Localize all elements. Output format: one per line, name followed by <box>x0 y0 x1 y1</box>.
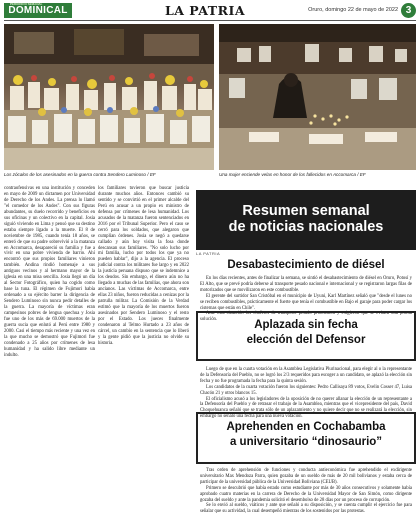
header-divider <box>4 20 416 21</box>
logo-text: DOMINICAL <box>8 5 68 16</box>
paragraph: Luego de que en la cuarta votación en la Asamblea Legislativa Plurinacional, para elegir al o la representante de la Defensoría del Pueblo, no se logró los 2/3 requeridos para escoger a un candidato, se aplazó la elección sin fecha y no fue programada la fecha para la quinta sesión. <box>200 367 412 384</box>
headline-defensor-box <box>196 311 416 361</box>
logo-kicker: PERIÓDICO SEMANAL <box>10 2 43 6</box>
paragraph: Primero se descubrió que había estado como estudiante por más de 30 años consecutivos y solamente había aprobado cuatro materias en la carrera de Derecho de la Universidad Mayor de San Simón, como dirigente gozaba del sueldo y ante la pandemia solicitó el desembolso de 28 días por un proceso de corrupción. <box>200 485 412 503</box>
headline-cochabamba-box <box>196 412 416 464</box>
paragraph: El oficialismo acusó a los legisladores de la oposición de no querer allanar la elección de un representante a la Defensoría del Pueblo y de retrasar el trabajo de la Asamblea, mientras que el vicepresidente del país, David Choquehuanca señaló que se trata sólo de un aplazamiento y no quiere decir que no se realizará la elección, sin embargo no señaló una fecha para una nueva votación. <box>200 396 412 420</box>
story-defensor <box>200 367 412 420</box>
photo-caption-right: Una mujer enciende velas en honor de los fallecidos en Accomarca / EF <box>219 172 366 177</box>
paragraph: Ante esta situación los choferes de transporte pesado protestaron y exigieron que se evitara una pronta solución. <box>200 311 412 323</box>
paragraph: En los días recientes, antes de finalizar la semana, se sintió el desabastecimiento de diésel en Oruro, Potosí y El Alto, que se prevé podría deberse al transporte pesado nacional e internacional y se registraron largas filas de motorizados que se movilizaron en este combustible. <box>200 276 412 293</box>
headline-line: Aprehenden en Cochabamba <box>226 421 386 433</box>
newspaper-logo <box>4 3 72 18</box>
story-diesel <box>200 276 412 323</box>
headline-line: elección del Defensor <box>246 334 366 346</box>
headline-diesel: Desabastecimiento de diésel <box>227 259 385 271</box>
paragraph: Tras orden de aprehensión de funciones y conducta antieconómica fue aprehendido el exdirigente universitario Max Mendoza Parra, quien gozaba de un sueldo de más de 20 mil bolivianos y estaba cerca de participar de la universidad pública de la Universidad Boliviana (CEUB). <box>200 468 412 485</box>
headline-line: a universitario “dinosaurio” <box>229 436 383 448</box>
photo-caption-left: Los zócalos de los asesinados en la guerra contra Sendero Luminoso / EF <box>4 172 156 177</box>
paragraph: Los candidatos de la cuarta votación fueron los siguientes: Pedro Callisaya 89 votos, Evelin Cosser 47, Luisa Chacón 21 y otros blancos 15. <box>200 384 412 396</box>
article-column-1: contraofensivas en una institución y conceden en mayo de 2009 un dictamen por Universidad de Derecho de los Andes. La prensa lo llamó "el comedor de los Andes". Con sus figuras abundantes, su duelo recorrido y beneficios en sus oficinas y un colectivo en la capital. Josia siguió viviendo en Lima y pensó que su destino estaba siempre ligado a la muerte. El 8 de noviembre de 1985, cuando tenía 18 años, se enteró de que su padre sobrevivió a la matanza en Accomarca, desapareció su familia y fue a vivir en una pobre vivienda de barrio. Ahí encontró que sus propios familiares vinieron también. Andina rindió homenaje a sus antiguos vecinos y al hermano mayor de la iglesia en una misa sencilla. Josia llegó un día al Sector Fotográfico, quien ha cogido como base la tuna. El régimen de Fujimori había ordenado a su ejército barrer la dirigencia de Sendero Luminoso sin nunca pedir detalles de la guerra. La mayoría de víctimas eran campesinos pobres de lengua quechua y Josia fue uno de los más de 69.000 muertos de la guerra sucia que enlutó al Perú entre 1980 y 2000. Casi el tiempo más reciente y una vez en la que mucho se demostró que Fujimori fue condenado a 25 años por crímenes de lesa humanidad y ha salido libre mediante un indulto. <box>4 186 95 358</box>
paragraph: El gerente del surtidor San Cristóbal en el municipio de Uyuni, Karl Martínez señaló que "desde el lunes no se reciben combustibles, prácticamente el fuerte que tenía el combustible en Bajo el garaje para poder cargar los cisternas que están en Chile". <box>200 293 412 311</box>
story-cochabamba <box>200 468 412 518</box>
banner-line: Resumen semanal <box>242 203 370 219</box>
headline-line: Aplazada sin fecha <box>254 319 358 331</box>
candles-photo-right <box>219 24 416 170</box>
masthead-title: LA PATRIA <box>164 3 246 18</box>
paragraph: Se lo envió al sueldo, viáticos y ante que señaló a su disposición, y se cuenta cumplir el ejercicio fue para señalar que su actividad, la cual desempeñó mientras de los sostenidos por las protestas. <box>200 503 412 515</box>
section-kicker: LA PATRIA <box>196 251 221 256</box>
banner-line: de noticias nacionales <box>228 219 384 235</box>
memorial-photo-left <box>4 24 214 170</box>
issue-date: Oruro, domingo 22 de mayo de 2022 <box>308 7 398 13</box>
article-column-2: los familiares tuvieron que buscar justicia durante muchos años. Entonces cambió su sentido y se convirtió en el primer alcalde del Perú en acusar a un propio ex ministro de defensa por crímenes de lesa humanidad. Los acusados de la matanza fueron sentenciados en 2016 por el Tribunal Superior. Pero el caso se cerró para los soldados, que alegaron que cumplían órdenes. Josia se negó a quedarse callado y aún hoy visita la fosa donde descansan sus familiares. "No solo lucho por mi familia, lucho por todos los que ya no pueden hablar", dijo a la agencia. El proceso judicial contra los militares fue largo y en 2022 la justicia peruana dispuso que se indemnice a los deudos. Sin embargo, el dinero aún no ha llegado a muchas de las familias, que ahora son ancianos. Las víctimas de Accomarca, entre ellas 23 niños, fueron reducidas a cenizas por la patrulla militar. La Comisión de la Verdad estimó que la mayoría de los muertos fueron asesinados por Sendero Luminoso y el resto por el Estado. Los jueces finalmente condenaron al Telmo Hurtado a 23 años de cárcel, un cambio en la sentencia que lo liberó y la gente pidió que la justicia no olvide su historia. <box>98 186 189 346</box>
weekly-summary-banner <box>196 190 416 250</box>
page-number-badge: 3 <box>401 3 416 18</box>
